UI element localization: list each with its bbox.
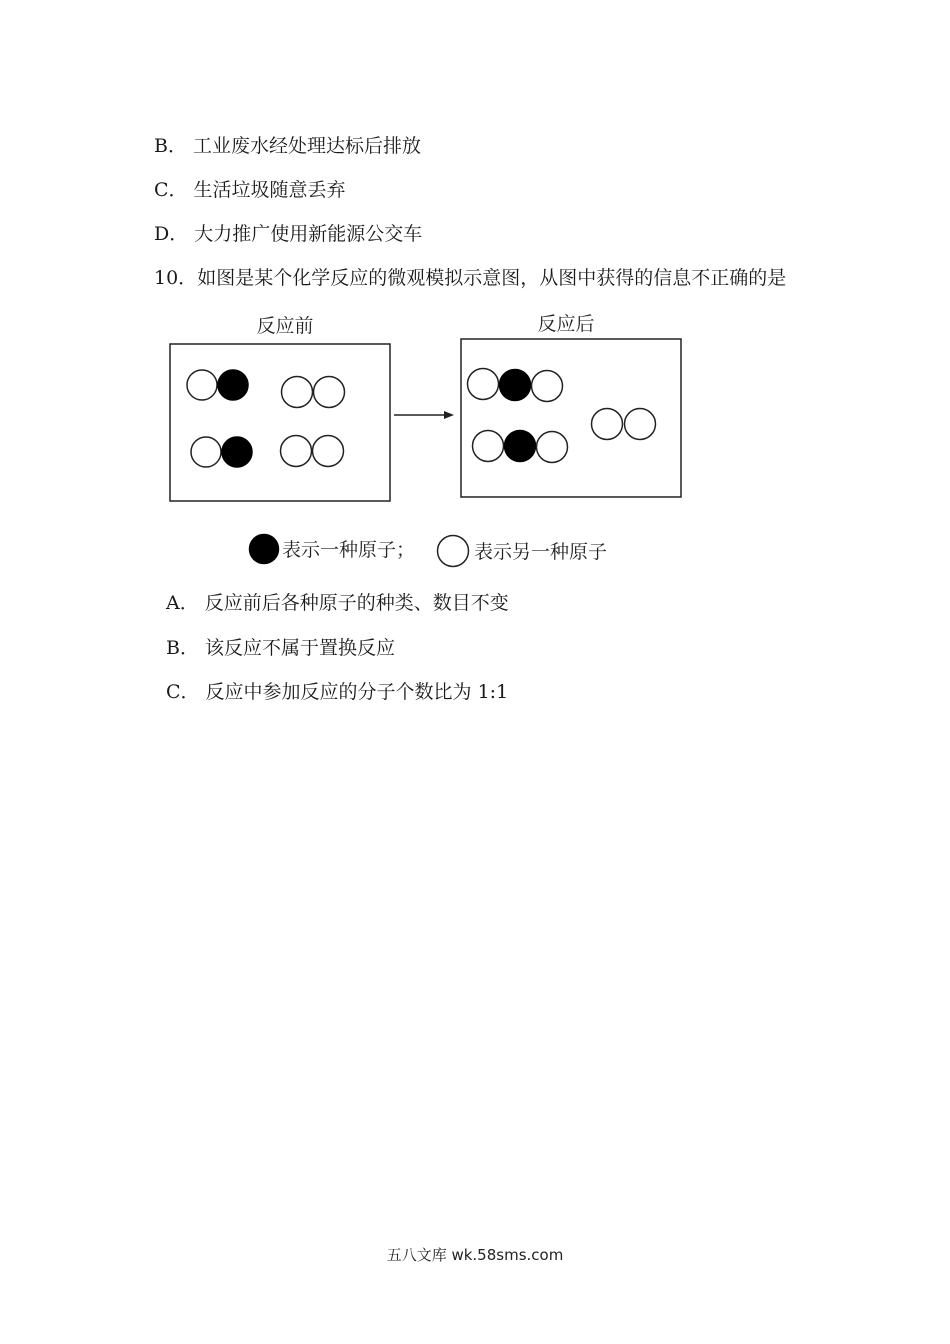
option-letter: C． [166, 681, 200, 703]
legend-black-atom [250, 535, 279, 564]
option-d-prev [154, 222, 422, 246]
label-after: 反应后 [537, 313, 595, 335]
white-atom [191, 437, 221, 467]
option-text: 大力推广使用新能源公交车 [194, 223, 423, 245]
question-10-stem [154, 266, 786, 290]
white-atom [282, 377, 313, 408]
molecule-ab [187, 370, 248, 400]
option-a [166, 591, 509, 615]
legend-white-label: 表示另一种原子 [474, 541, 608, 563]
molecule-bb [281, 436, 344, 467]
option-text: 生活垃圾随意丢弃 [193, 179, 346, 201]
black-atom [222, 437, 252, 467]
legend-black-label: 表示一种原子； [282, 539, 416, 561]
reaction-arrow [394, 411, 454, 419]
option-b [166, 636, 395, 660]
footer-watermark: 五八文库 wk.58sms.com [386, 1246, 564, 1264]
molecule-bb [592, 409, 656, 440]
option-text: 工业废水经处理达标后排放 [192, 135, 421, 157]
black-atom [500, 370, 531, 401]
option-letter: B． [154, 135, 187, 157]
option-letter: D． [154, 223, 189, 245]
white-atom [532, 371, 563, 402]
white-atom [314, 377, 345, 408]
black-atom [505, 431, 536, 462]
white-atom [187, 370, 217, 400]
molecule-bab [468, 369, 563, 402]
label-before: 反应前 [256, 315, 314, 337]
black-atom [218, 370, 248, 400]
legend [250, 535, 608, 567]
white-atom [625, 409, 656, 440]
white-atom [473, 431, 504, 462]
question-text: 如图是某个化学反应的微观模拟示意图，从图中获得的信息不正确的是 [197, 267, 787, 289]
option-b-prev [154, 134, 421, 158]
option-letter: B． [166, 637, 199, 659]
white-atom [313, 436, 344, 467]
molecule-ab [191, 437, 252, 467]
option-c-prev [154, 178, 346, 202]
molecule-bb [282, 377, 345, 408]
option-text: 该反应不属于置换反应 [204, 637, 395, 659]
white-atom [592, 409, 623, 440]
question-number: 10． [154, 267, 198, 289]
option-letter: A． [166, 592, 199, 614]
legend-white-atom [438, 536, 469, 567]
reaction-diagram [168, 308, 698, 578]
option-letter: C． [154, 179, 188, 201]
reaction-diagram-svg [168, 308, 698, 578]
option-text: 反应中参加反应的分子个数比为 1:1 [205, 681, 509, 703]
option-c [166, 680, 508, 704]
white-atom [468, 369, 499, 400]
molecule-bab [473, 431, 568, 463]
white-atom [537, 432, 568, 463]
option-text: 反应前后各种原子的种类、数目不变 [204, 592, 509, 614]
before-box [170, 344, 390, 501]
white-atom [281, 436, 312, 467]
